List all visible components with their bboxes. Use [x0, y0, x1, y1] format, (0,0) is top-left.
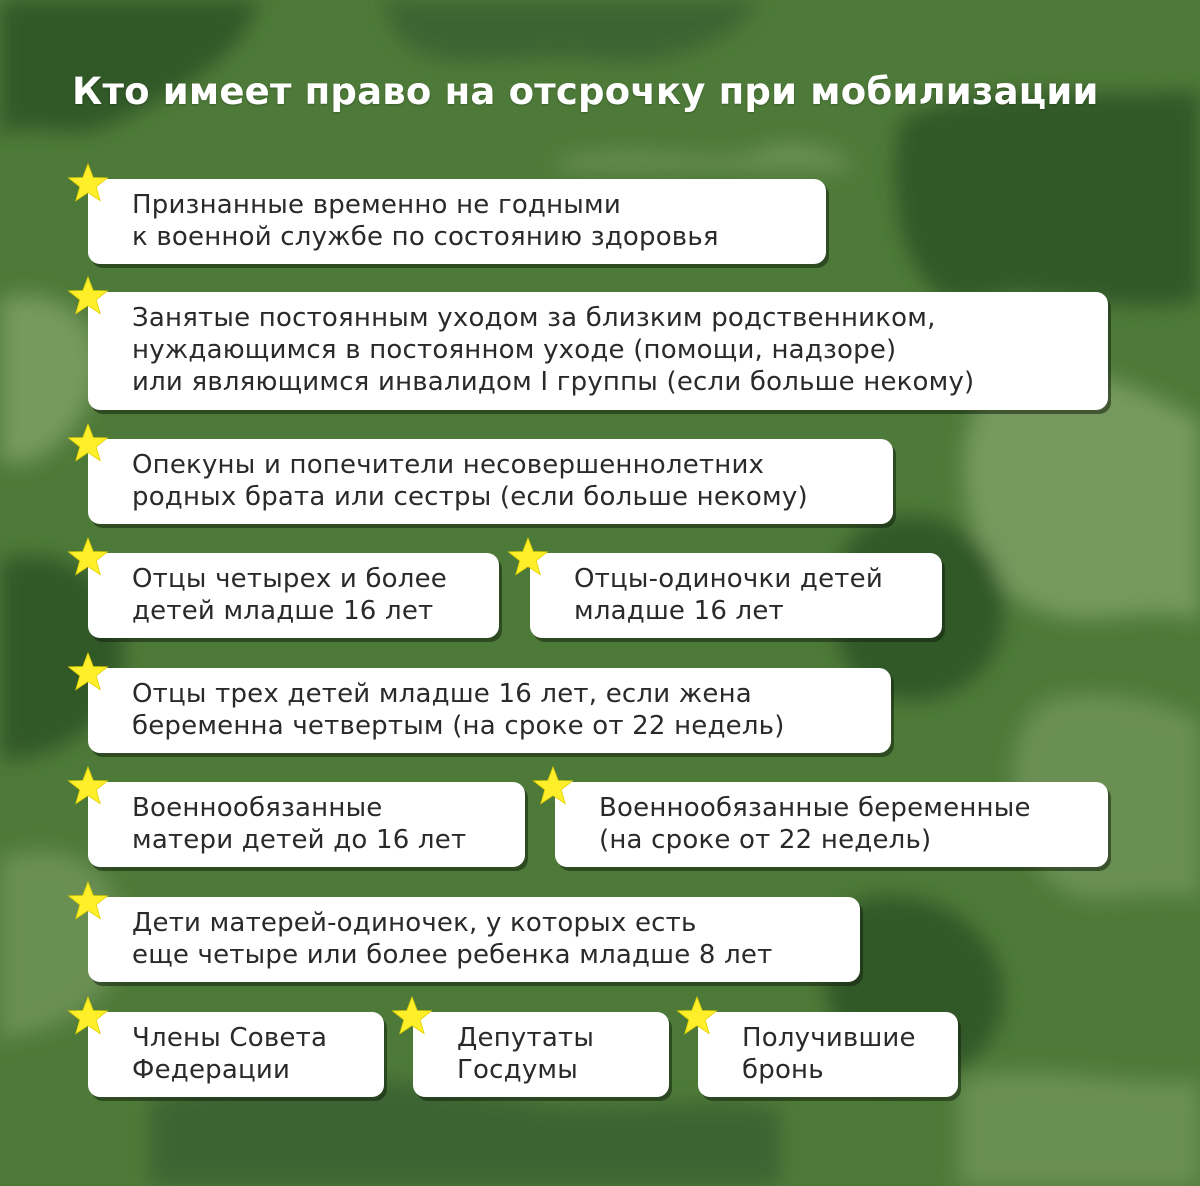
- deferral-item-fathers-three-children: [88, 668, 891, 753]
- item-text: Депутаты Госдумы: [457, 1023, 595, 1085]
- star-icon: [67, 880, 109, 922]
- deferral-item-health: [88, 179, 826, 264]
- deferral-item-pregnant: [555, 782, 1108, 867]
- deferral-item-guardians: [88, 439, 893, 524]
- item-text: Отцы трех детей младше 16 лет, если жена беременна четвертым (на сроке от 22 недель): [132, 679, 785, 741]
- deferral-item-single-fathers: [530, 553, 942, 638]
- item-text: Опекуны и попечители несовершеннолетних родных брата или сестры (если больше некому): [132, 450, 808, 512]
- star-icon: [391, 995, 433, 1037]
- star-icon: [67, 995, 109, 1037]
- star-icon: [67, 422, 109, 464]
- page-title: Кто имеет право на отсрочку при мобилизации: [72, 70, 1099, 113]
- deferral-item-fathers-four-children: [88, 553, 499, 638]
- deferral-item-federation-council: [88, 1012, 384, 1097]
- item-text: Отцы-одиночки детей младше 16 лет: [574, 564, 883, 626]
- deferral-item-duma-deputies: [413, 1012, 669, 1097]
- item-text: Военнообязанные матери детей до 16 лет: [132, 793, 467, 855]
- star-icon: [67, 651, 109, 693]
- deferral-item-caregiver: [88, 292, 1108, 410]
- star-icon: [532, 765, 574, 807]
- star-icon: [507, 536, 549, 578]
- star-icon: [67, 162, 109, 204]
- star-icon: [67, 536, 109, 578]
- item-text: Занятые постоянным уходом за близким родственником, нуждающимся в постоянном уходе (помощи, надзоре) или являющимся инвалидом I группы (если больше некому): [132, 303, 975, 397]
- item-text: Отцы четырех и более детей младше 16 лет: [132, 564, 447, 626]
- item-text: Признанные временно не годными к военной службе по состоянию здоровья: [132, 190, 719, 252]
- deferral-item-mothers: [88, 782, 525, 867]
- star-icon: [67, 275, 109, 317]
- star-icon: [67, 765, 109, 807]
- item-text: Военнообязанные беременные (на сроке от 22 недель): [599, 793, 1031, 855]
- item-text: Получившие бронь: [742, 1023, 916, 1085]
- item-text: Дети матерей-одиночек, у которых есть еще четыре или более ребенка младше 8 лет: [132, 908, 773, 970]
- star-icon: [676, 995, 718, 1037]
- item-text: Члены Совета Федерации: [132, 1023, 328, 1085]
- deferral-item-children-single-mothers: [88, 897, 860, 982]
- deferral-item-reservation: [698, 1012, 958, 1097]
